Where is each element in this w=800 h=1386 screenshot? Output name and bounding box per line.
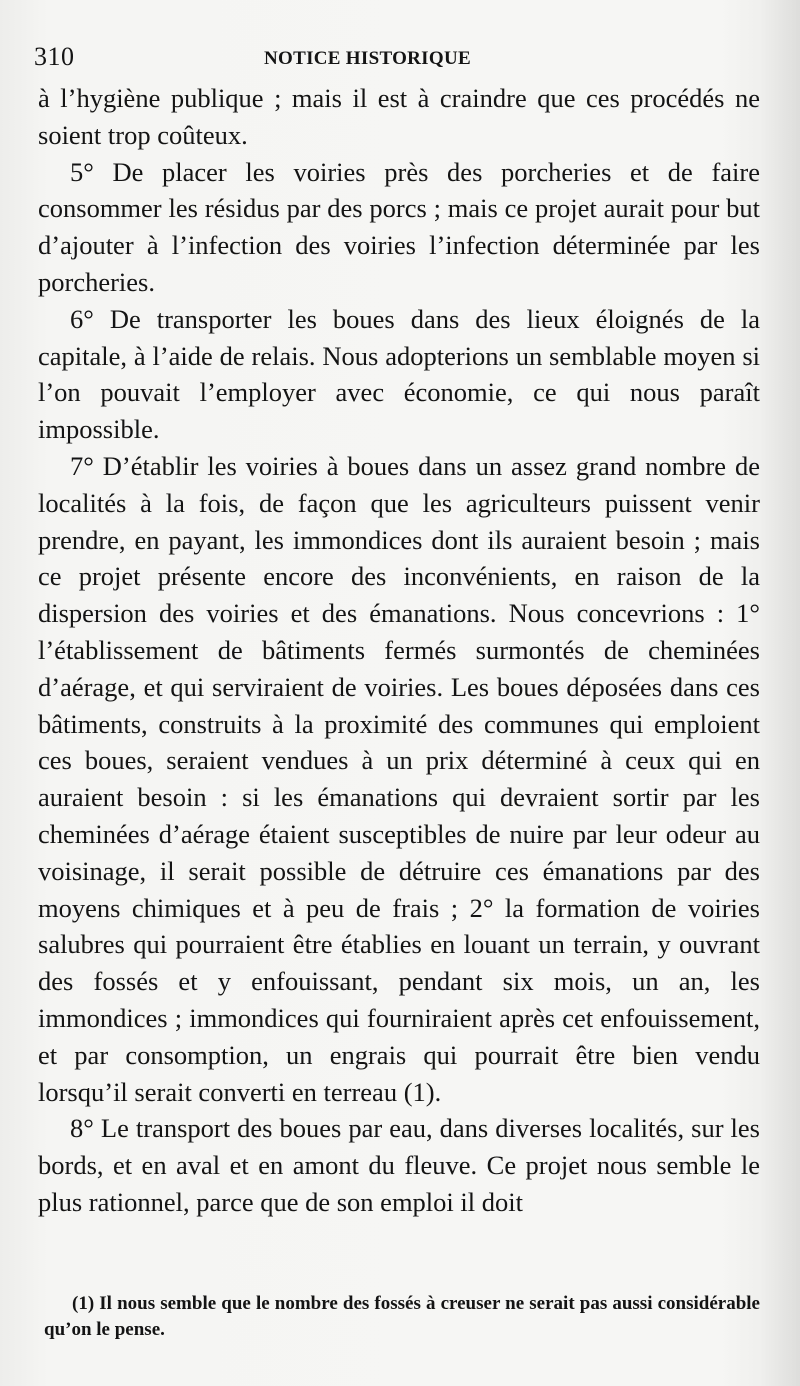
- page-edge-shadow: [760, 0, 800, 1386]
- body-text: [38, 80, 760, 1221]
- page-number: 310: [34, 42, 75, 71]
- footnote: [44, 1291, 760, 1343]
- paragraph-item-5: 5° De placer les voiries près des porcheries et de faire consommer les résidus par des porcs ; mais ce projet aurait pour but d’ajouter à l’infection des voiries l’infection déterminée par les porcheries.: [38, 156, 760, 297]
- page-header: [34, 40, 764, 74]
- paragraph-item-6: 6° De transporter les boues dans des lieux éloignés de la capitale, à l’aide de relais. Nous adopterions un semblable moyen si l’on pouvait l’employer avec économie, ce qui nous paraît impossible.: [38, 303, 760, 445]
- footnote-text: (1) Il nous semble que le nombre des fossés à creuser ne serait pas aussi considérable qu’on le pense.: [44, 1293, 760, 1340]
- paragraph-item-8: 8° Le transport des boues par eau, dans diverses localités, sur les bords, et en aval et en amont du fleuve. Ce projet nous semble le plus rationnel, parce que de son emploi il doit: [38, 1113, 760, 1217]
- paragraph-item-7: 7° D’établir les voiries à boues dans un assez grand nombre de localités à la fois, de façon que les agriculteurs puissent venir prendre, en payant, les immondices dont ils auraient besoin ; mais ce projet présente encore des inconvénients, en raison de la dispersion des voiries et des émanations. Nous concevrions : 1° l’établissement de bâtiments fermés surmontés de cheminées d’aérage, et qui serviraient de voiries. Les boues déposées dans ces bâtiments, construits à la proximité des communes qui emploient ces boues, seraient vendues à un prix déterminé à ceux qui en auraient besoin : si les émanations qui devraient sortir par les cheminées d’aérage étaient susceptibles de nuire par leur odeur au voisinage, il serait possible de détruire ces émanations par des moyens chimiques et à peu de frais ; 2° la formation de voiries salubres qui pourraient être établies en louant un terrain, y ouvrant des fossés et y enfouissant, pendant six mois, un an, les immondices ; immondices qui fourniraient après cet enfouissement, et par consomption, un engrais qui pourrait être bien vendu lorsqu’il serait converti en terreau (1).: [38, 450, 760, 1107]
- running-head: NOTICE HISTORIQUE: [264, 48, 471, 69]
- paragraph-continuation: à l’hygiène publique ; mais il est à craindre que ces procédés ne soient trop coûteux.: [38, 83, 760, 150]
